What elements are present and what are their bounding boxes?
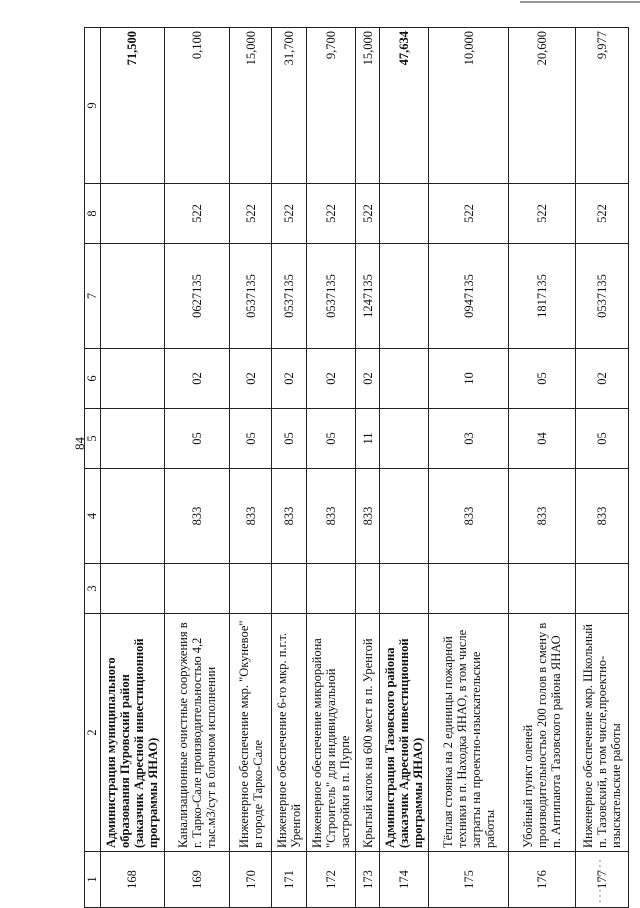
section-code-cell (100, 409, 164, 469)
table-body (85, 28, 629, 908)
amount-cell: 9,977 (576, 28, 629, 184)
ministry-code-cell (100, 469, 164, 564)
row-number-cell: 170 (230, 852, 272, 908)
section-code-cell: 05 (272, 409, 307, 469)
object-name-cell: Убойный пункт оленей производительностью 200 голов в смену в п. Антипаюта Тазовского района ЯНАО (509, 614, 576, 852)
subsection-code-cell (100, 349, 164, 409)
subsection-code-cell: 02 (576, 349, 629, 409)
expense-type-cell: 522 (230, 184, 272, 244)
object-name-cell: Тёплая стоянка на 2 единицы пожарной техники в п. Находка ЯНАО, в том числе затраты на проектно-изыскательские работы (429, 614, 509, 852)
ministry-code-cell: 833 (272, 469, 307, 564)
table-row (306, 28, 355, 908)
expense-type-cell: 522 (306, 184, 355, 244)
column-number: 6 (85, 349, 101, 409)
section-code-cell: 11 (356, 409, 379, 469)
row-number-cell: 168 (100, 852, 164, 908)
column-3-cell (230, 564, 272, 614)
target-item-code-cell: 1817135 (509, 244, 576, 349)
object-name-cell: Инженерное обеспечение мкр. Школьный п. Тазовский, в том числе,проектно-изыскательские работы (576, 614, 629, 852)
section-code-cell: 05 (306, 409, 355, 469)
object-name-cell: Канализационные очистные сооружения в г. Тарко-Сале производительностью 4,2 тыс.м3/сут в блочном исполнении (164, 614, 229, 852)
expense-type-cell: 522 (429, 184, 509, 244)
column-number: 1 (85, 852, 101, 908)
ministry-code-cell: 833 (306, 469, 355, 564)
column-number: 9 (85, 28, 101, 184)
expense-type-cell (379, 184, 428, 244)
column-number-row (85, 28, 101, 908)
section-code-cell: 03 (429, 409, 509, 469)
table-row (429, 28, 509, 908)
amount-cell: 15,000 (230, 28, 272, 184)
investment-program-table (84, 27, 629, 908)
amount-cell: 20,600 (509, 28, 576, 184)
target-item-code-cell: 0947135 (429, 244, 509, 349)
target-item-code-cell: 0627135 (164, 244, 229, 349)
table-row (230, 28, 272, 908)
column-number: 7 (85, 244, 101, 349)
subsection-code-cell (379, 349, 428, 409)
target-item-code-cell (100, 244, 164, 349)
table-row (379, 28, 428, 908)
expense-type-cell: 522 (576, 184, 629, 244)
subsection-code-cell: 02 (356, 349, 379, 409)
subsection-code-cell: 02 (306, 349, 355, 409)
row-number-cell: 171 (272, 852, 307, 908)
target-item-code-cell: 0537135 (272, 244, 307, 349)
table-row (164, 28, 229, 908)
table-row (100, 28, 164, 908)
column-number: 2 (85, 614, 101, 852)
table-row (356, 28, 379, 908)
section-code-cell (379, 409, 428, 469)
subsection-code-cell: 05 (509, 349, 576, 409)
subsection-code-cell: 02 (272, 349, 307, 409)
expense-type-cell: 522 (272, 184, 307, 244)
rotated-table-container (84, 28, 629, 908)
row-number-cell: 173 (356, 852, 379, 908)
column-3-cell (429, 564, 509, 614)
column-3-cell (356, 564, 379, 614)
column-3-cell (272, 564, 307, 614)
column-3-cell (509, 564, 576, 614)
amount-cell: 10,000 (429, 28, 509, 184)
row-number-cell: 174 (379, 852, 428, 908)
object-name-cell: Администрация муниципального образования Пуровский район (заказчик Адресной инвестиционной программы ЯНАО) (100, 614, 164, 852)
page-number-text: 84 (72, 437, 87, 450)
target-item-code-cell: 1247135 (356, 244, 379, 349)
expense-type-cell: 522 (356, 184, 379, 244)
section-code-cell: 04 (509, 409, 576, 469)
ministry-code-cell: 833 (429, 469, 509, 564)
column-number: 8 (85, 184, 101, 244)
table-row (272, 28, 307, 908)
amount-cell: 31,700 (272, 28, 307, 184)
column-3-cell (100, 564, 164, 614)
ministry-code-cell (379, 469, 428, 564)
object-name-cell: Крытый каток на 600 мест в п. Уренгой (356, 614, 379, 852)
row-number-cell: 177 (576, 852, 629, 908)
ministry-code-cell: 833 (230, 469, 272, 564)
row-number-cell: 175 (429, 852, 509, 908)
section-code-cell: 05 (164, 409, 229, 469)
row-number-cell: 169 (164, 852, 229, 908)
amount-cell: 0,100 (164, 28, 229, 184)
row-number-cell: 172 (306, 852, 355, 908)
expense-type-cell: 522 (509, 184, 576, 244)
target-item-code-cell: 0537135 (576, 244, 629, 349)
ministry-code-cell: 833 (164, 469, 229, 564)
row-number-cell: 176 (509, 852, 576, 908)
ministry-code-cell: 833 (509, 469, 576, 564)
target-item-code-cell: 0537135 (230, 244, 272, 349)
ministry-code-cell: 833 (356, 469, 379, 564)
amount-cell: 71,500 (100, 28, 164, 184)
column-number: 4 (85, 469, 101, 564)
table-row (509, 28, 576, 908)
object-name-cell: Инженерное обеспечение 6-го мкр. п.г.т. Уренгой (272, 614, 307, 852)
subsection-code-cell: 02 (164, 349, 229, 409)
amount-cell: 9,700 (306, 28, 355, 184)
ministry-code-cell: 833 (576, 469, 629, 564)
column-3-cell (576, 564, 629, 614)
target-item-code-cell: 0537135 (306, 244, 355, 349)
section-code-cell: 05 (230, 409, 272, 469)
object-name-cell: Администрация Тазовского района (заказчик Адресной инвестиционной программы ЯНАО) (379, 614, 428, 852)
target-item-code-cell (379, 244, 428, 349)
table-row (576, 28, 629, 908)
column-number: 3 (85, 564, 101, 614)
section-code-cell: 05 (576, 409, 629, 469)
object-name-cell: Инженерное обеспечение мкр. "Окуневое" в городе Тарко-Сале (230, 614, 272, 852)
subsection-code-cell: 02 (230, 349, 272, 409)
column-3-cell (379, 564, 428, 614)
column-number: 5 (85, 409, 101, 469)
budget-table-region (84, 28, 629, 908)
amount-cell: 15,000 (356, 28, 379, 184)
object-name-cell: Инженерное обеспечение микрорайона "Строитель" для индивидуальной застройки в п. Пурпе (306, 614, 355, 852)
column-3-cell (164, 564, 229, 614)
expense-type-cell (100, 184, 164, 244)
column-3-cell (306, 564, 355, 614)
amount-cell: 47,634 (379, 28, 428, 184)
subsection-code-cell: 10 (429, 349, 509, 409)
expense-type-cell: 522 (164, 184, 229, 244)
